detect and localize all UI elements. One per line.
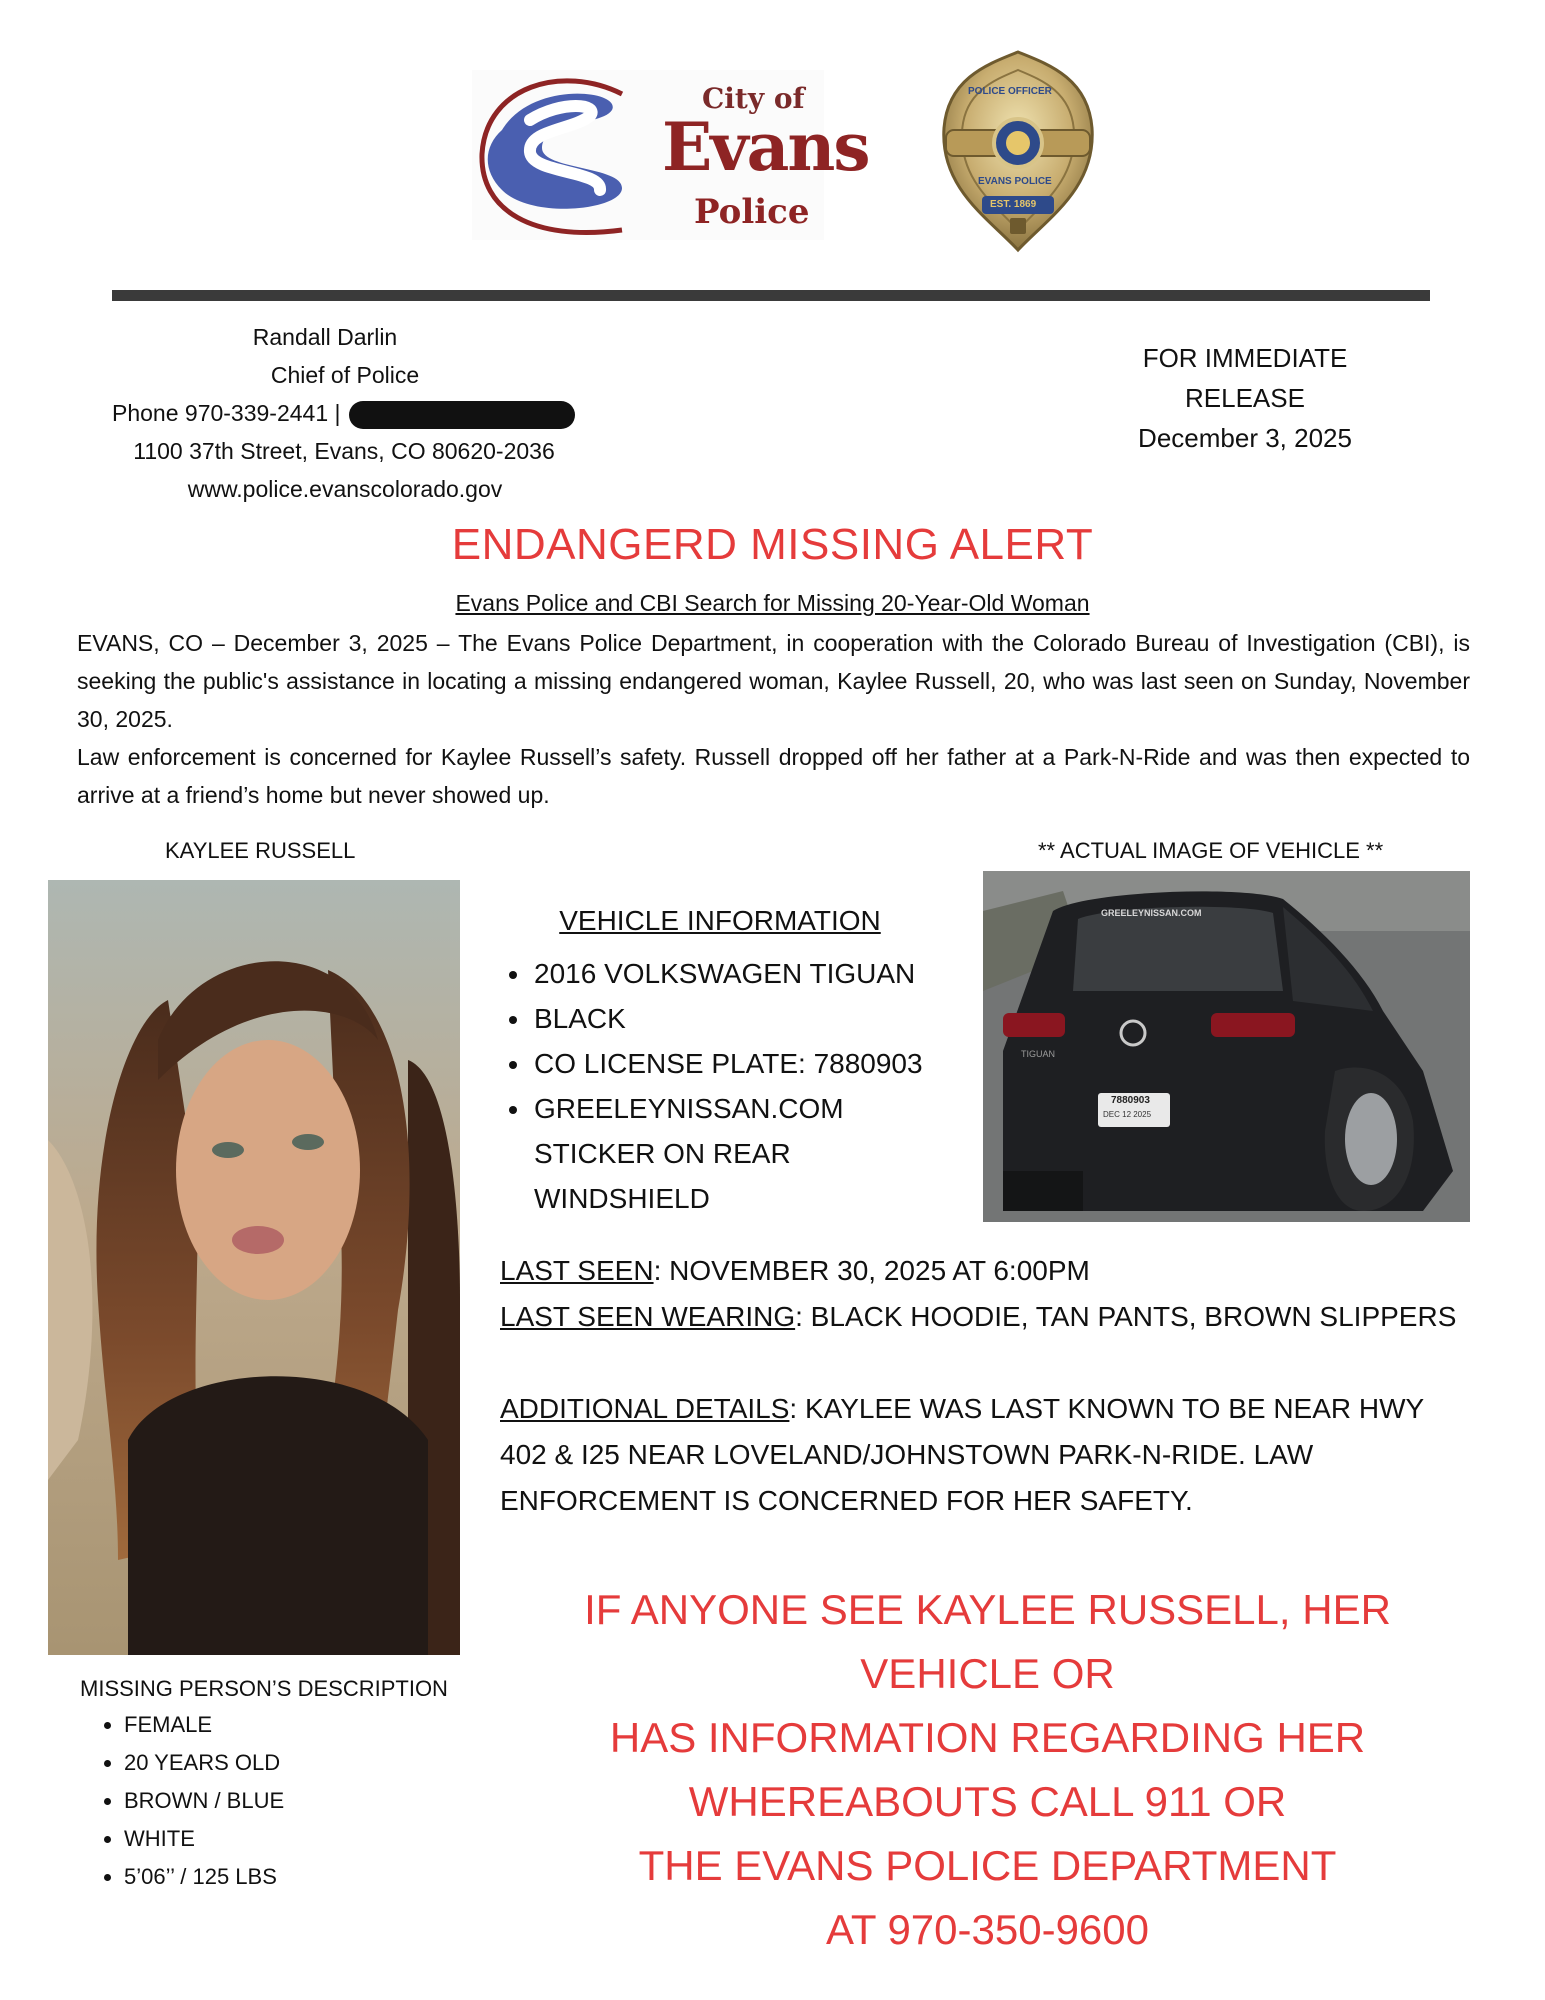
last-seen-line bbox=[500, 1248, 1460, 1294]
list-item: • GREELEYNISSAN.COM STICKER ON REAR WINDSHIELD bbox=[532, 1086, 970, 1221]
badge-ring-mid-text: EVANS POLICE bbox=[978, 176, 1052, 187]
license-plate-sticker: DEC 12 2025 bbox=[1103, 1110, 1152, 1119]
callout-line-4: THE EVANS POLICE DEPARTMENT bbox=[638, 1842, 1337, 1889]
missing-person-photo bbox=[48, 880, 460, 1655]
city-of-evans-police-logo bbox=[472, 70, 869, 240]
police-badge bbox=[938, 48, 1098, 253]
alert-subtitle: Evans Police and CBI Search for Missing 20-Year-Old Woman bbox=[455, 590, 1090, 616]
alert-title: ENDANGERD MISSING ALERT bbox=[451, 520, 1094, 569]
list-item: • CO LICENSE PLATE: 7880903 bbox=[532, 1041, 970, 1086]
redaction-bar bbox=[349, 401, 575, 429]
vehicle-photo bbox=[983, 871, 1470, 1222]
vehicle-caption: ** ACTUAL IMAGE OF VEHICLE ** bbox=[1038, 838, 1384, 863]
vehicle-info bbox=[500, 905, 970, 1221]
callout-line-2: HAS INFORMATION REGARDING HER bbox=[609, 1714, 1366, 1761]
address: 1100 37th Street, Evans, CO 80620-2036 bbox=[133, 438, 555, 464]
last-seen-label: LAST SEEN bbox=[500, 1255, 654, 1286]
list-item: • WHITE bbox=[124, 1820, 500, 1858]
callout-line-1: IF ANYONE SEE KAYLEE RUSSELL, HER VEHICLE OR bbox=[584, 1586, 1391, 1697]
logo-evans-text: Evans bbox=[662, 108, 869, 186]
alert-paragraph-1: EVANS, CO – December 3, 2025 – The Evans Police Department, in cooperation with the Colorado Bureau of Investigation (CBI), is seeking the public's assistance in locating a missing endangered woman, Kaylee Russell, 20, who was last seen on Sunday, November 30, 2025. bbox=[77, 630, 1470, 732]
description-list bbox=[80, 1706, 500, 1896]
list-item: • BLACK bbox=[532, 996, 970, 1041]
callout-line-3: WHEREABOUTS CALL 911 OR bbox=[688, 1778, 1287, 1825]
vehicle-image bbox=[983, 871, 1470, 1222]
wearing-label: LAST SEEN WEARING bbox=[500, 1301, 796, 1332]
vehicle-info-title: VEHICLE INFORMATION bbox=[559, 905, 881, 936]
vehicle-badge-text: TIGUAN bbox=[1021, 1049, 1056, 1059]
badge-icon bbox=[938, 48, 1098, 253]
website-link[interactable]: www.police.evanscolorado.gov bbox=[187, 476, 503, 502]
release-block bbox=[1085, 338, 1405, 458]
list-item: • FEMALE bbox=[124, 1706, 500, 1744]
release-date: December 3, 2025 bbox=[1138, 423, 1352, 453]
vehicle-info-list bbox=[500, 951, 970, 1221]
logo-police-text: Police bbox=[694, 192, 810, 232]
additional-value: : KAYLEE WAS LAST KNOWN TO BE NEAR HWY 402 & I25 NEAR LOVELAND/JOHNSTOWN PARK-N-RIDE. LAW ENFORCEMENT IS CONCERNED FOR HER SAFETY. bbox=[500, 1393, 1424, 1516]
badge-ring-top-text: POLICE OFFICER bbox=[968, 86, 1052, 97]
chief-title: Chief of Police bbox=[270, 362, 420, 388]
badge-ring-bottom-text: EST. 1869 bbox=[990, 199, 1037, 210]
person-description bbox=[80, 1676, 500, 1896]
wearing-value: : BLACK HOODIE, TAN PANTS, BROWN SLIPPERS bbox=[795, 1301, 1457, 1332]
additional-details bbox=[500, 1386, 1460, 1524]
phone-number: Phone 970-339-2441 | bbox=[112, 400, 341, 426]
wearing-line bbox=[500, 1294, 1460, 1340]
chief-name: Randall Darlin bbox=[252, 324, 398, 350]
alert-paragraph-2: Law enforcement is concerned for Kaylee Russell’s safety. Russell dropped off her father at a Park-N-Ride and was then expected to arrive at a friend’s home but never showed up. bbox=[77, 744, 1470, 808]
logo-city-of-text: City of bbox=[702, 82, 805, 115]
callout-line-5: AT 970-350-9600 bbox=[825, 1906, 1150, 1953]
license-plate-number: 7880903 bbox=[1111, 1095, 1150, 1106]
list-item: • 2016 VOLKSWAGEN TIGUAN bbox=[532, 951, 970, 996]
portrait-image bbox=[48, 880, 460, 1655]
last-seen-value: : NOVEMBER 30, 2025 AT 6:00PM bbox=[653, 1255, 1090, 1286]
list-item: • 5’06’’ / 125 LBS bbox=[124, 1858, 500, 1896]
windshield-sticker-text: GREELEYNISSAN.COM bbox=[1101, 908, 1202, 918]
person-caption: KAYLEE RUSSELL bbox=[165, 838, 356, 863]
header-divider bbox=[112, 290, 1430, 301]
release-label: FOR IMMEDIATE RELEASE bbox=[1142, 343, 1348, 413]
list-item: • BROWN / BLUE bbox=[124, 1782, 500, 1820]
list-item: • 20 YEARS OLD bbox=[124, 1744, 500, 1782]
description-title: MISSING PERSON’S DESCRIPTION bbox=[80, 1676, 448, 1701]
additional-label: ADDITIONAL DETAILS bbox=[500, 1393, 790, 1424]
call-to-action bbox=[495, 1578, 1480, 1962]
phone-line bbox=[112, 394, 575, 432]
